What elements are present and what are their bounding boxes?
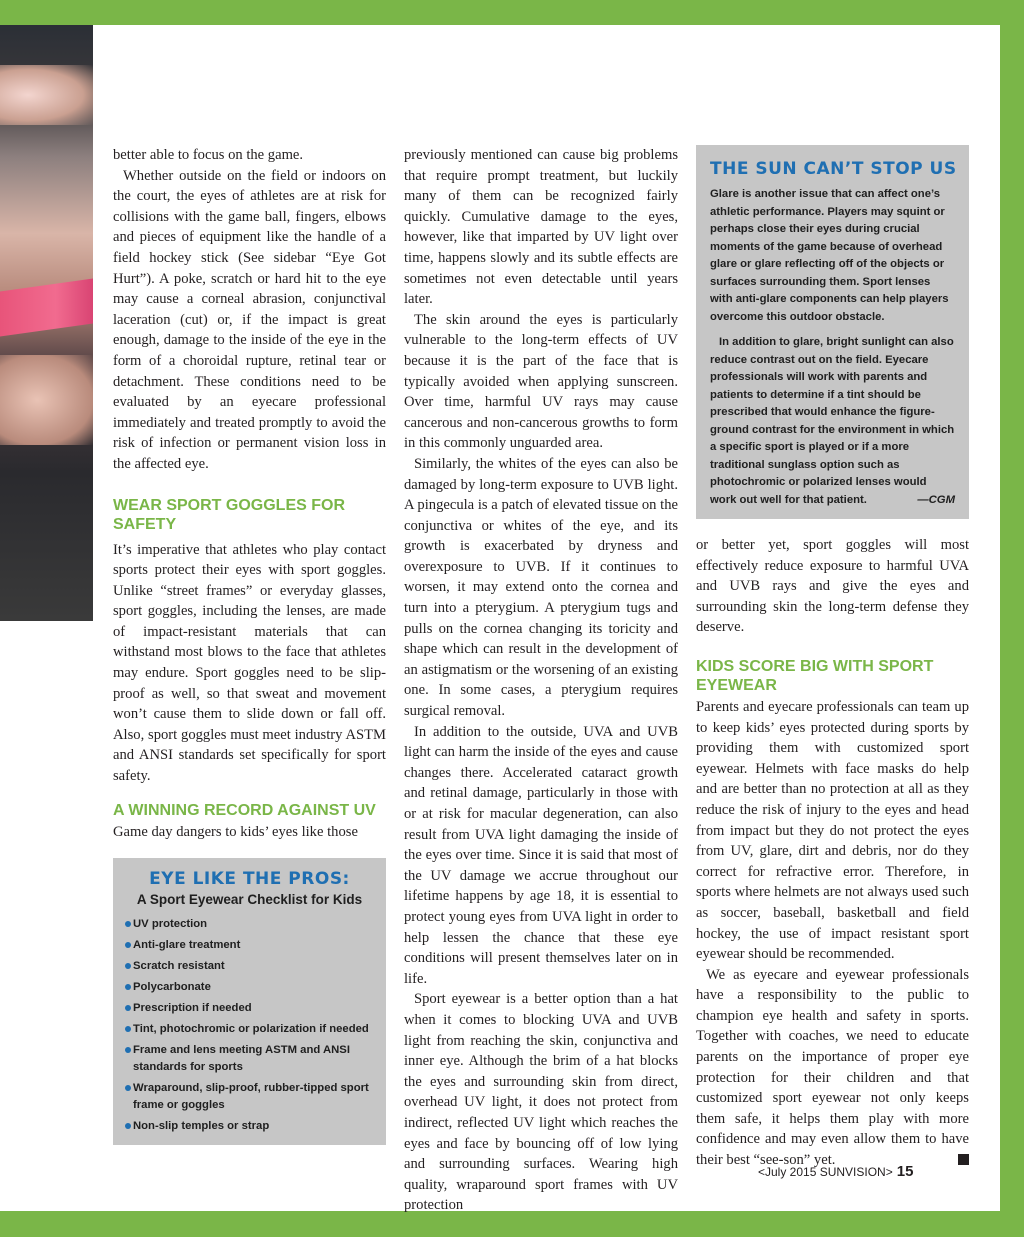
checklist-item: Scratch resistant: [125, 958, 374, 975]
green-frame-right: [1000, 0, 1024, 1237]
paragraph: previously mentioned can cause big problems that require prompt treatment, but luckily many of them can be recognized fairly quickly. Cumulative damage to the eyes, however, like that imparted by UV light over time, happens slowly and its subtle effects are sometimes not even detectable until years later.: [404, 147, 678, 308]
paragraph: We as eyecare and eyewear professionals have a responsibility to the public to champion eye health and safety in sports. Together with coaches, we need to educate parents on the importance of proper eye protection for their children and that customized sport eyewear not only keeps them safe, it helps them play with more confidence and may even allow them to have their best “see-son” yet.: [696, 966, 969, 1169]
bullet-icon: [125, 921, 131, 927]
bullet-icon: [125, 1047, 131, 1053]
green-frame-top: [0, 0, 1024, 25]
paragraph: Similarly, the whites of the eyes can also be damaged by long-term exposure to UVB light. A pingecula is a patch of elevated tissue on the conjunctiva or whites of the eye, and its growth is exacerbated by dryness and overexposure to UVB. If it continues to worsen, it may extend onto the cornea and turn into a pterygium. A pterygium tugs and pulls on the cornea changing its toricity and shape which can result in the development of an astigmatism or the worsening of an existing one. In some cases, a pterygium requires surgical removal.: [404, 455, 678, 720]
page-folio: [758, 1163, 913, 1180]
page-number: 15: [896, 1163, 914, 1180]
paragraph: Whether outside on the field or indoors on the court, the eyes of athletes are at risk for collisions with the game ball, fingers, elbows and pieces of equipment like the handle of a field hockey stick (See sidebar “Eye Got Hurt”). A poke, scratch or hard hit to the eye may cause a corneal abrasion, conjunctival laceration (cut) or, if the impact is great enough, damage to the inside of the eye in the form of a choroidal rupture, retinal tear or detachment. These conditions need to be evaluated by an eyecare professional immediately and treated promptly to avoid the risk of infection or permanent vision loss in the affected eye.: [113, 167, 386, 472]
bullet-icon: [125, 1026, 131, 1032]
checklist-item: Polycarbonate: [125, 979, 374, 996]
bullet-icon: [125, 984, 131, 990]
checklist-item: Wraparound, slip-proof, rubber-tipped sport frame or goggles: [125, 1080, 374, 1114]
paragraph: Parents and eyecare professionals can team up to keep kids’ eyes protected during sports by providing them with customized sport eyewear. Helmets with face masks do help and are better than no protection at all as they reduce the risk of injury to the eyes and head from impact but they do not protect the eyes from UV, glare, dirt and debris, nor do they correct for refractive error. Therefore, in sports where helmets are not always used such as soccer, baseball, basketball and field hockey, the use of impact resistant sport eyewear should be recommended.: [696, 698, 969, 963]
bullet-icon: [125, 963, 131, 969]
sidebar-subtitle: A Sport Eyewear Checklist for Kids: [136, 892, 363, 907]
paragraph: In addition to the outside, UVA and UVB light can harm the inside of the eyes and cause changes there. Accelerated cataract growth and retinal damage, particularly in those with or at risk for macular degeneration, can also result from UVA light damaging the inside of the eyes over time. Since it is said that most of the UV damage we accrue throughout our lifetime happens by age 18, it is essential to protect young eyes from UVA light in order to help lessen the chance that these eye conditions will present themselves later on in life.: [404, 723, 678, 987]
paragraph: Sport eyewear is a better option than a hat when it comes to blocking UVA and UVB light from reaching the skin, conjunctiva and inner eye. Although the brim of a hat blocks the eyes and surrounding skin from direct, overhead UV light, it does not protect from indirect, reflected UV light which reaches the eyes and face by bouncing off of low lying and surrounding surfaces. Wearing high quality, wraparound sport frames with UV protection: [404, 991, 678, 1214]
sun-sidebar: [696, 145, 969, 519]
checklist: [113, 916, 386, 1135]
sidebar-paragraph: Glare is another issue that can affect one’s athletic performance. Players may squint or perhaps close their eyes during crucial moments of the game because of overhead glare or glare reflecting off of the objects or surfaces surrounding them. Sport lenses with anti-glare components can help players overcome this outdoor obstacle.: [710, 188, 949, 323]
paragraph: or better yet, sport goggles will most effectively reduce exposure to harmful UVA and UVB rays and give the eyes and surrounding skin the long-term defense they deserve.: [696, 537, 969, 636]
checklist-item: UV protection: [125, 916, 374, 933]
author-signature: —CGM: [917, 493, 955, 506]
paragraph: The skin around the eyes is particularly vulnerable to the long-term effects of UV because it is the part of the face that is typically avoided when applying sunscreen. Over time, harmful UV rays may cause cancerous and non-cancerous growths to form in this commonly unguarded area.: [404, 311, 678, 452]
article-column-1: [113, 145, 386, 842]
checklist-item: Prescription if needed: [125, 1000, 374, 1017]
checklist-sidebar: [113, 858, 386, 1145]
article-column-3: [696, 535, 969, 1171]
checklist-item: Non-slip temples or strap: [125, 1118, 374, 1135]
checklist-item: Frame and lens meeting ASTM and ANSI standards for sports: [125, 1042, 374, 1076]
athlete-photo: [0, 25, 93, 621]
bullet-icon: [125, 1123, 131, 1129]
paragraph: better able to focus on the game.: [113, 147, 304, 163]
sidebar-paragraph: In addition to glare, bright sunlight can also reduce contrast out on the field. Eyecare professionals will work with parents and patients to determine if a tint should be prescribed that would enhance the figure-ground contrast for the environment in which a specific sport is played or if a more traditional sunglass option such as photochromic or polarized lenses would work out well for that patient.: [710, 336, 955, 506]
bullet-icon: [125, 1005, 131, 1011]
paragraph: Game day dangers to kids’ eyes like those: [113, 823, 358, 840]
section-heading: KIDS SCORE BIG WITH SPORT EYEWEAR: [696, 657, 934, 694]
checklist-item: Anti-glare treatment: [125, 937, 374, 954]
article-column-2: [404, 145, 678, 1216]
end-of-article-icon: [958, 1154, 969, 1165]
issue-label: <July 2015 SUNVISION>: [758, 1165, 893, 1179]
checklist-item: Tint, photochromic or polarization if needed: [125, 1021, 374, 1038]
bullet-icon: [125, 942, 131, 948]
sidebar-title: THE SUN CAN’T STOP US: [710, 159, 957, 179]
sidebar-title: EYE LIKE THE PROS:: [149, 869, 350, 889]
section-heading: WEAR SPORT GOGGLES FOR SAFETY: [113, 496, 346, 533]
section-heading: A WINNING RECORD AGAINST UV: [113, 801, 376, 819]
paragraph: It’s imperative that athletes who play contact sports protect their eyes with sport goggles. Unlike “street frames” or everyday glasses, sport goggles, including the lenses, are made of impact-resistant materials that can withstand most blows to the face that athletes may endure. Sport goggles need to be slip-proof as well, so that sweat and movement won’t cause them to slide down or fall off. Also, sport goggles must meet industry ASTM and ANSI standards set specifically for sport safety.: [113, 541, 386, 785]
bullet-icon: [125, 1085, 131, 1091]
